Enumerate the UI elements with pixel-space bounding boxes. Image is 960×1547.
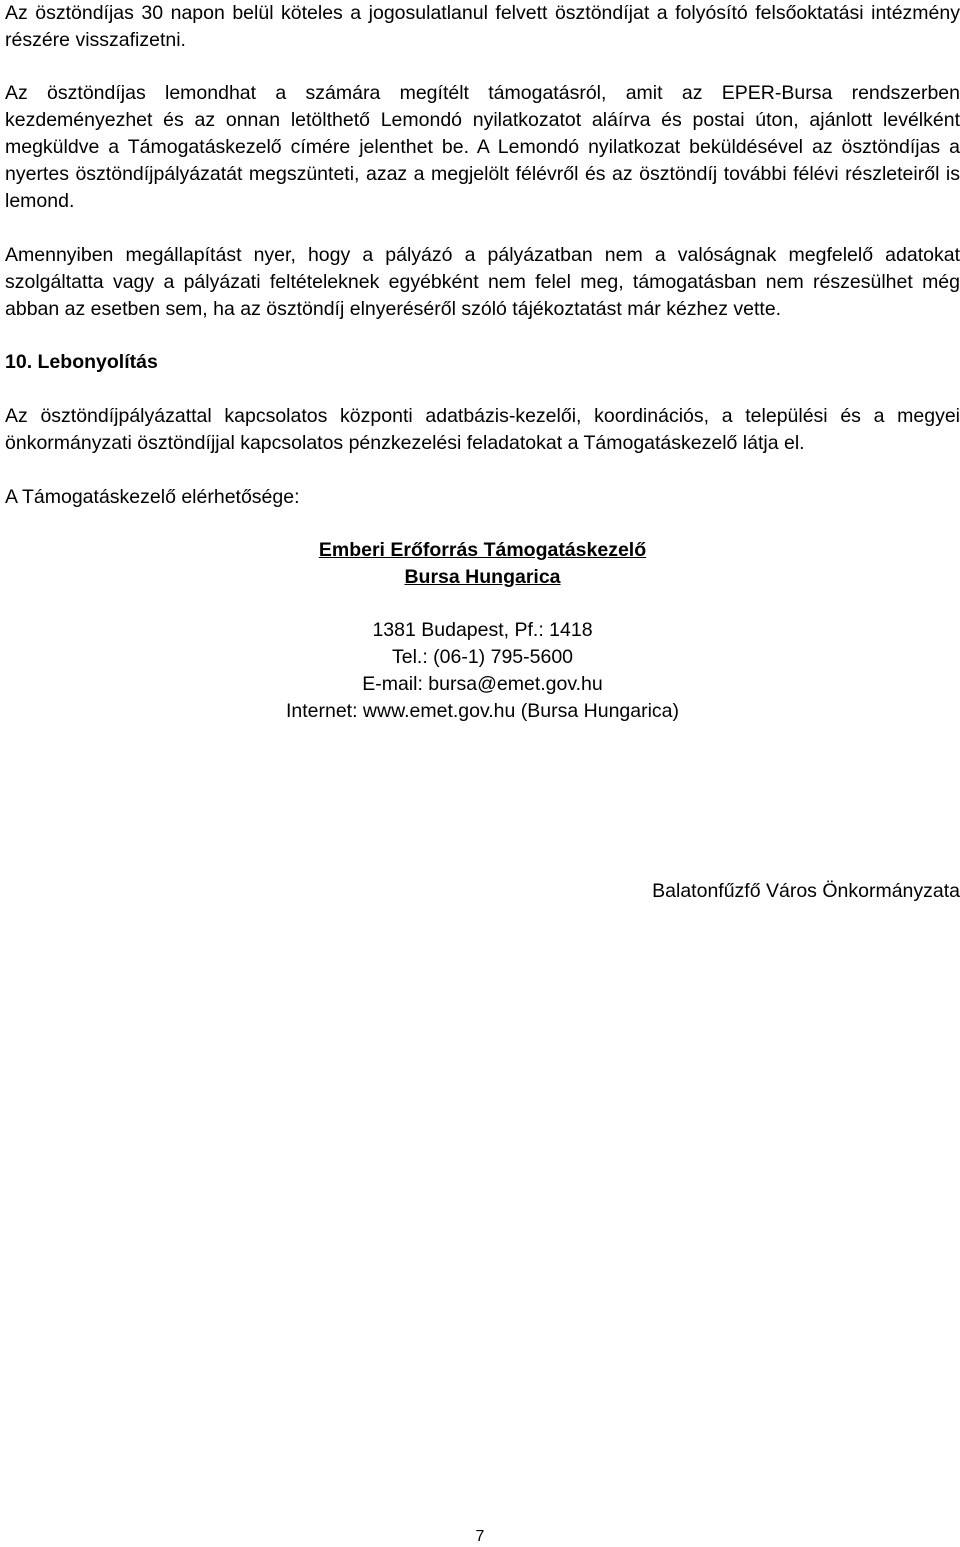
contact-details <box>5 617 960 725</box>
paragraph-administration: Az ösztöndíjpályázattal kapcsolatos központi adatbázis-kezelői, koordinációs, a települési és a megyei önkormányzati ösztöndíjjal kapcsolatos pénzkezelési feladatokat a Támogatáskezelő látja el. <box>5 405 960 454</box>
signature-block: Balatonfűzfő Város Önkormányzata <box>652 880 960 902</box>
paragraph-withdrawal: Az ösztöndíjas lemondhat a számára megítélt támogatásról, amit az EPER-Bursa rendszerben kezdeményezhet és az onnan letölthető Lemondó nyilatkozatot aláírva és postai úton, ajánlott levélként megküldve a Támogatáskezelő címére jelenthet be. A Lemondó nyilatkozat beküldésével az ösztöndíjas a nyertes ösztöndíjpályázatát megszünteti, azaz a megjelölt félévről és az ösztöndíj további félévi részleteiről is lemond. <box>5 82 960 212</box>
page-number: 7 <box>475 1528 485 1545</box>
contact-organization <box>5 537 960 591</box>
postal-address: 1381 Budapest, Pf.: 1418 <box>372 619 593 641</box>
organization-name: Emberi Erőforrás Támogatáskezelő <box>318 539 647 561</box>
section-heading: 10. Lebonyolítás <box>5 351 158 373</box>
paragraph-repayment: Az ösztöndíjas 30 napon belül köteles a jogosulatlanul felvett ösztöndíjat a folyósító felsőoktatási intézmény részére visszafizetni. <box>5 2 960 51</box>
paragraph-contact-intro: A Támogatáskezelő elérhetősége: <box>5 486 300 508</box>
program-name: Bursa Hungarica <box>404 566 561 588</box>
email-address: E-mail: bursa@emet.gov.hu <box>362 673 603 695</box>
document-page <box>5 0 960 902</box>
website: Internet: www.emet.gov.hu (Bursa Hungarica) <box>285 700 680 722</box>
paragraph-eligibility: Amennyiben megállapítást nyer, hogy a pályázó a pályázatban nem a valóságnak megfelelő adatokat szolgáltatta vagy a pályázati feltételeknek egyébként nem felel meg, támogatásban nem részesülhet még abban az esetben sem, ha az ösztöndíj elnyeréséről szóló tájékoztatást már kézhez vette. <box>5 244 960 320</box>
phone-number: Tel.: (06-1) 795-5600 <box>391 646 574 668</box>
